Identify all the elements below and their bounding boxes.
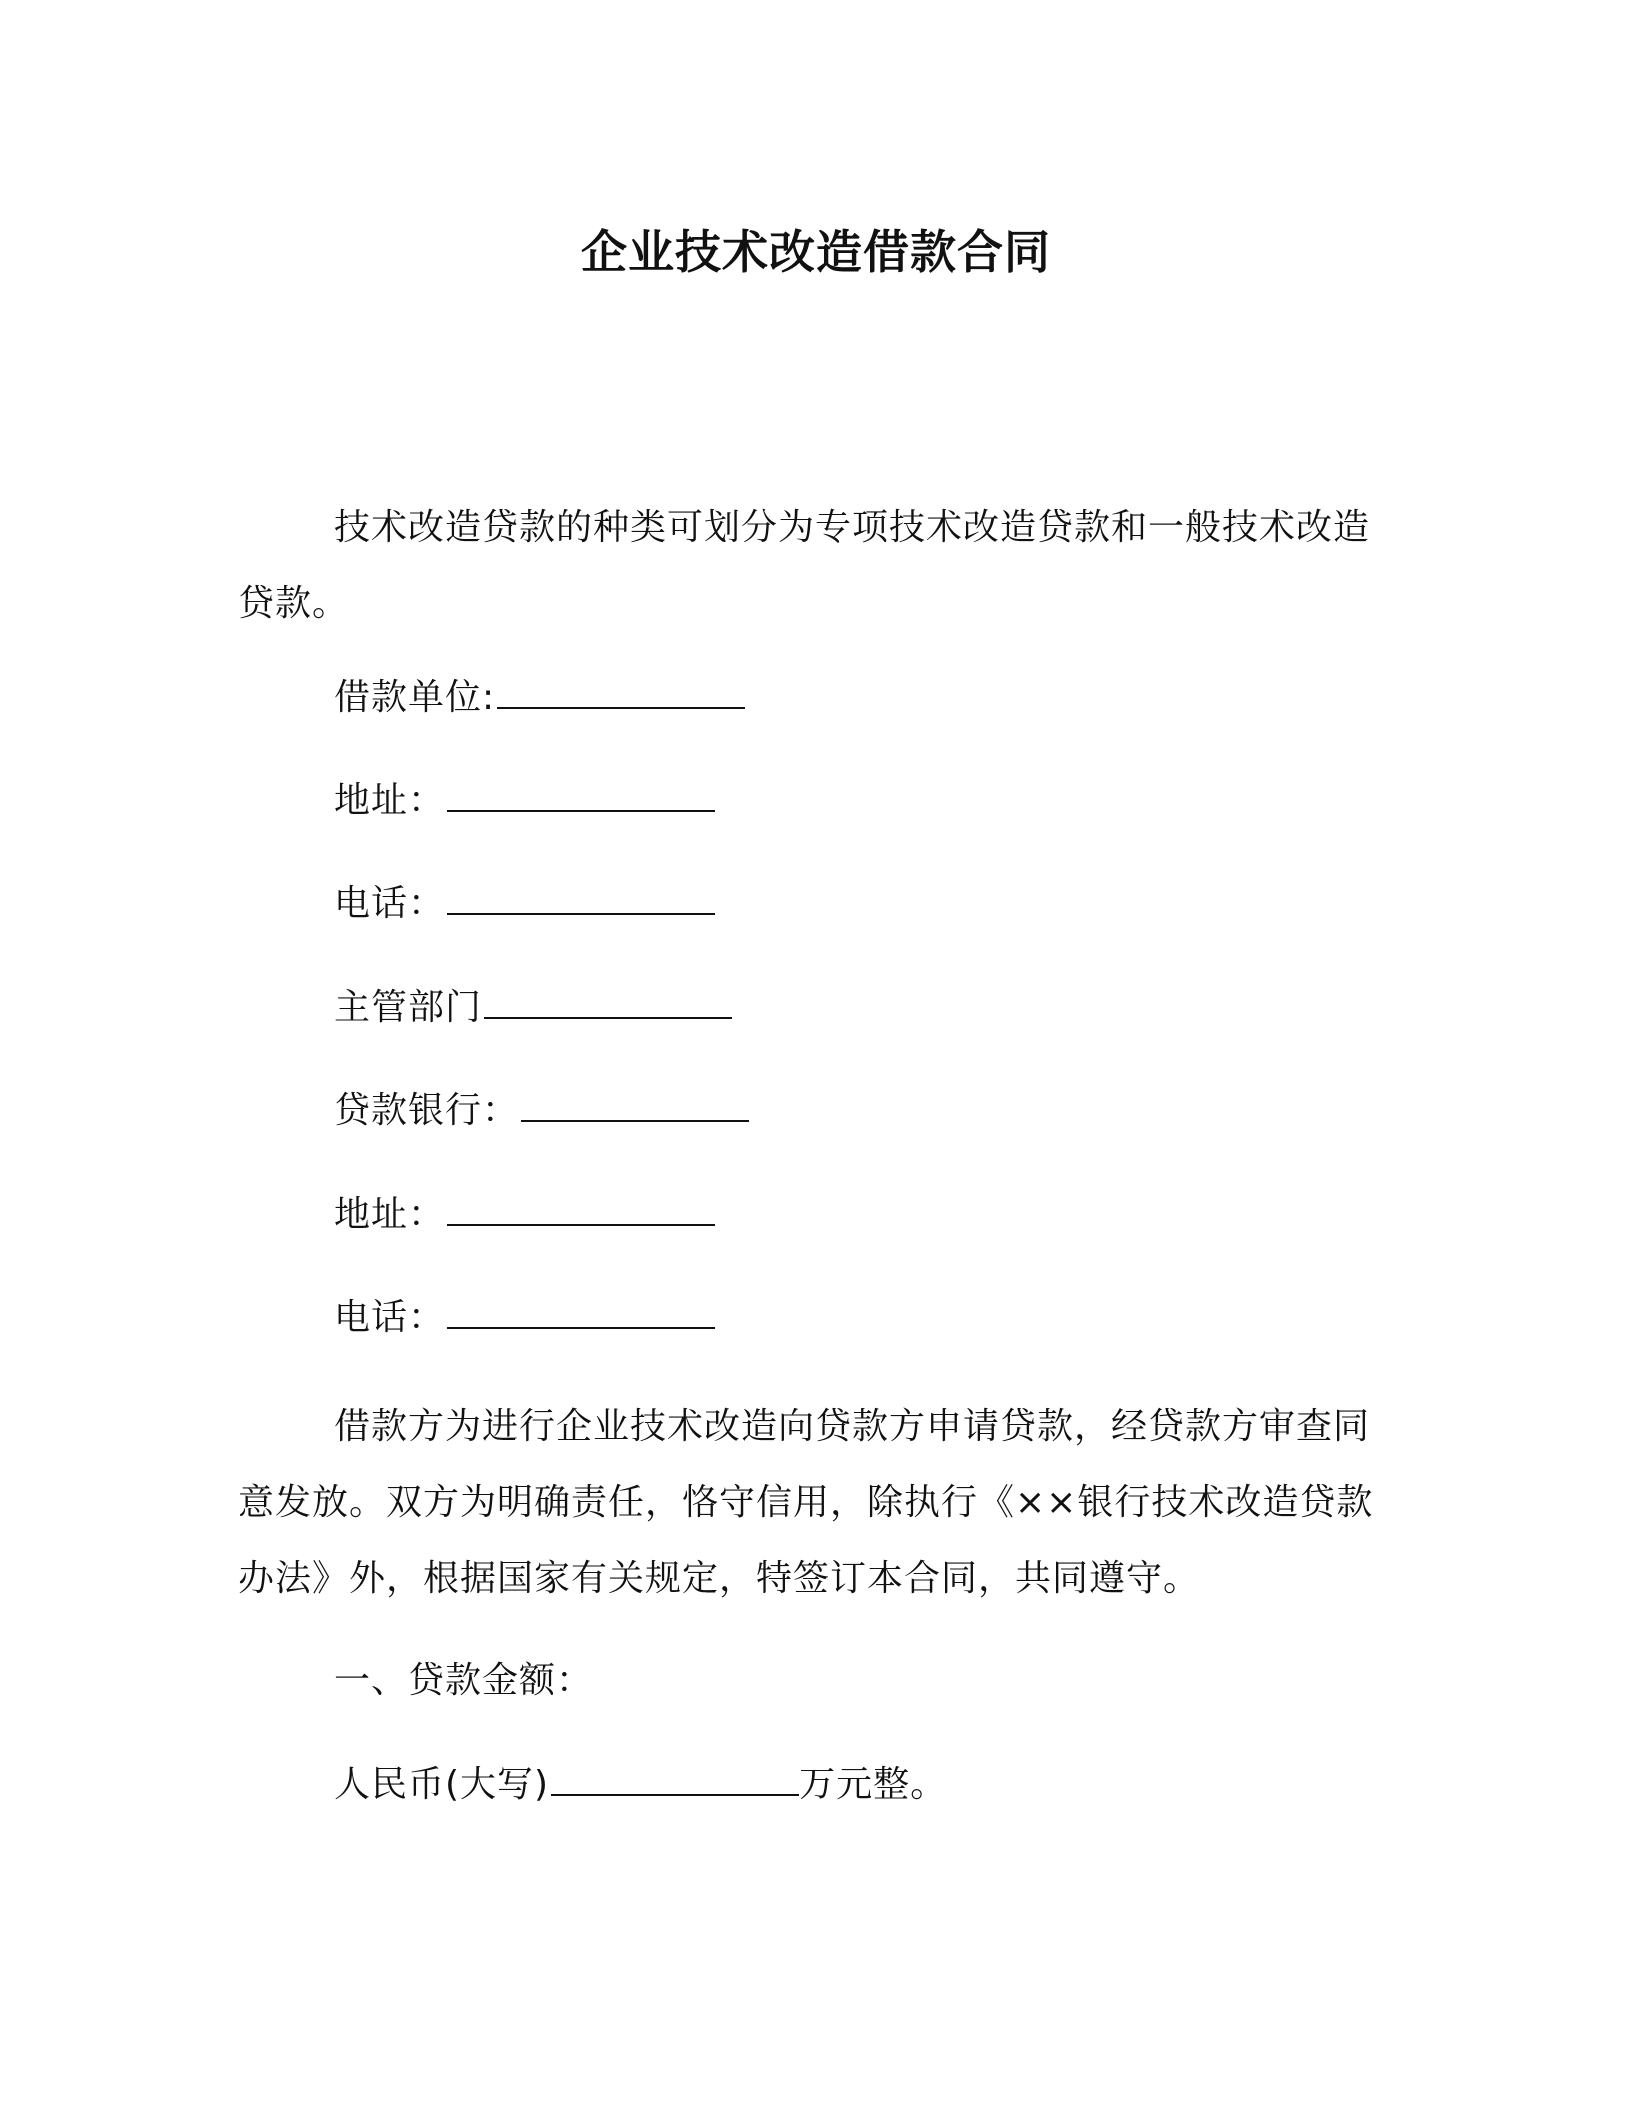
field-label: 电话： <box>334 1297 446 1338</box>
body-paragraph: 借款方为进行企业技术改造向贷款方申请贷款，经贷款方审查同意发放。双方为明确责任，恪守信用，除执行《××银行技术改造贷款办法》外，根据国家有关规定，特签订本合同，共同遵守。 <box>238 1406 1374 1599</box>
borrower-phone-field <box>334 879 715 929</box>
fill-in-blank[interactable] <box>447 879 715 915</box>
field-label: 主管部门 <box>334 987 483 1028</box>
borrower-unit-field <box>334 673 745 723</box>
field-label: 电话： <box>334 883 446 924</box>
fill-in-blank[interactable] <box>521 1086 749 1122</box>
intro-paragraph: 技术改造贷款的种类可划分为专项技术改造贷款和一般技术改造贷款。 <box>238 507 1371 624</box>
fill-in-blank[interactable] <box>551 1760 799 1796</box>
field-label: 地址： <box>334 1194 446 1235</box>
bank-address-field <box>334 1190 715 1240</box>
fill-in-blank[interactable] <box>497 673 745 709</box>
amount-prefix: 人民币(大写) <box>334 1764 550 1805</box>
field-label: 借款单位: <box>334 677 496 718</box>
loan-amount-line <box>334 1760 947 1810</box>
fill-in-blank[interactable] <box>484 983 732 1019</box>
amount-suffix: 万元整。 <box>799 1764 948 1805</box>
field-label: 地址： <box>334 780 446 821</box>
field-label: 贷款银行： <box>334 1090 520 1131</box>
lending-bank-field <box>334 1086 749 1136</box>
supervising-department-field <box>334 983 732 1033</box>
fill-in-blank[interactable] <box>447 1190 715 1226</box>
section-1-heading: 一、贷款金额： <box>334 1660 594 1701</box>
fill-in-blank[interactable] <box>447 1293 715 1329</box>
bank-phone-field <box>334 1293 715 1343</box>
fill-in-blank[interactable] <box>447 776 715 812</box>
borrower-address-field <box>334 776 715 826</box>
document-title: 企业技术改造借款合同 <box>581 225 1051 279</box>
